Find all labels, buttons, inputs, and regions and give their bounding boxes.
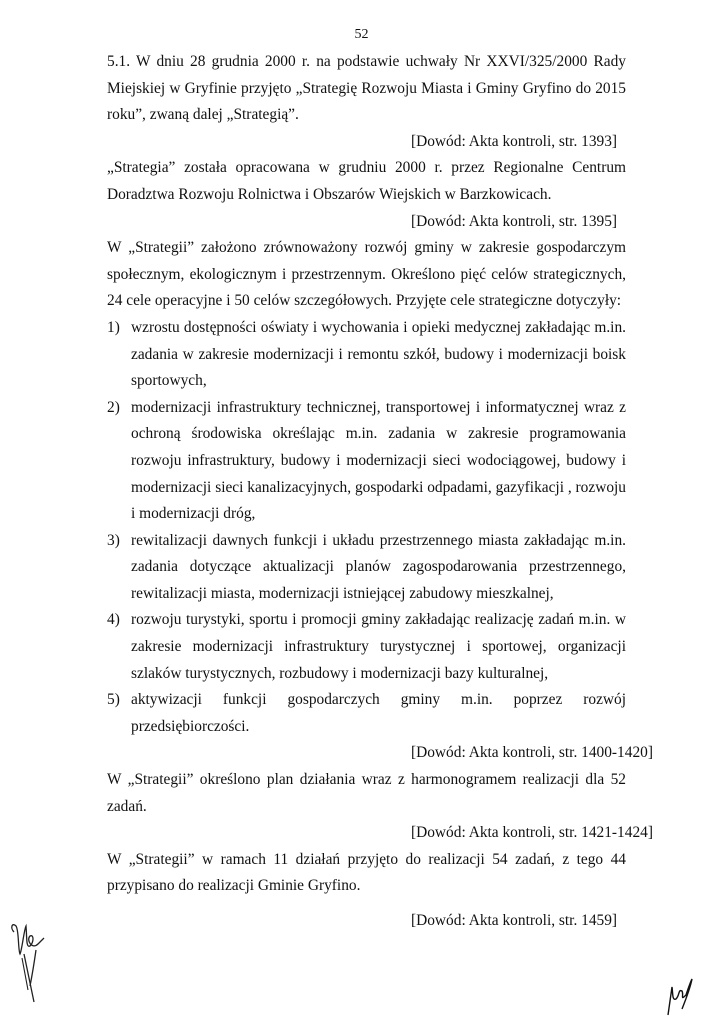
- list-item-text: rozwoju turystyki, sportu i promocji gminy zakładając realizację zadań m.in. w zakresie modernizacji infrastruktury turystycznej i sportowej, organizacji szlaków turystycznych, rozbudowy i modernizacji bazy kulturalnej,: [131, 611, 626, 682]
- list-item: [107, 528, 626, 608]
- evidence-reference: [Dowód: Akta kontroli, str. 1421-1424]: [411, 824, 653, 842]
- document-body: [107, 49, 653, 935]
- paragraph-strategy-goals: W „Strategii” założono zrównoważony rozwój gminy w zakresie gospodarczym społecznym, ekologicznym i przestrzennym. Określono pięć celów strategicznych, 24 cele operacyjne i 50 celów szczegółowych. Przyjęte cele strategiczne dotyczyły:: [107, 239, 626, 310]
- evidence-reference: [Dowód: Akta kontroli, str. 1400-1420]: [411, 744, 653, 762]
- paragraph-action-plan: W „Strategii” określono plan działania wraz z harmonogramem realizacji dla 52 zadań.: [107, 771, 626, 815]
- list-item-number: 5): [107, 691, 120, 709]
- paragraph-strategy-author: „Strategia” została opracowana w grudniu 2000 r. przez Regionalne Centrum Doradztwa Rozwoju Rolnictwa i Obszarów Wiejskich w Barzkowicach.: [107, 159, 626, 203]
- list-item-text: rewitalizacji dawnych funkcji i układu przestrzennego miasta zakładając m.in. zadania dotyczące aktualizacji planów zagospodarowania przestrzennego, rewitalizacji miasta, modernizacji istniejącej zabudowy mieszkalnej,: [131, 531, 626, 602]
- list-item: [107, 687, 626, 740]
- paragraph-strategy-adoption: 5.1. W dniu 28 grudnia 2000 r. na podstawie uchwały Nr XXVI/325/2000 Rady Miejskiej w Gryfinie przyjęto „Strategię Rozwoju Miasta i Gminy Gryfino do 2015 roku”, zwaną dalej „Strategią”.: [107, 53, 626, 124]
- list-item-text: modernizacji infrastruktury technicznej, transportowej i informatycznej wraz z ochroną środowiska określając m.in. zadania w zakresie programowania rozwoju infrastruktury, budowy i modernizacji sieci wodociągowej, budowy i modernizacji sieci kanalizacyjnych, gospodarki odpadami, gazyfikacji , rozwoju i modernizacji dróg,: [131, 398, 626, 523]
- evidence-reference: [Dowód: Akta kontroli, str. 1393]: [411, 132, 618, 150]
- list-item: [107, 395, 626, 528]
- list-item-text: aktywizacji funkcji gospodarczych gminy m.in. poprzez rozwój przedsiębiorczości.: [131, 691, 626, 735]
- page-number: 52: [354, 27, 369, 42]
- signature-icon: [660, 975, 700, 1023]
- list-item-number: 4): [107, 611, 120, 629]
- list-item-text: wzrostu dostępności oświaty i wychowania i opieki medycznej zakładając m.in. zadania w zakresie modernizacji i remontu szkół, budowy i modernizacji boisk sportowych,: [131, 318, 626, 390]
- evidence-reference: [Dowód: Akta kontroli, str. 1395]: [411, 212, 618, 230]
- list-item-number: 2): [107, 398, 120, 416]
- list-item-number: 1): [107, 318, 120, 336]
- strategic-goals-list: [107, 315, 626, 741]
- initials-signature-icon: [8, 920, 58, 1020]
- evidence-reference: [Dowód: Akta kontroli, str. 1459]: [411, 912, 618, 929]
- list-item: [107, 315, 626, 395]
- list-item: [107, 607, 626, 687]
- paragraph-tasks: W „Strategii” w ramach 11 działań przyjęto do realizacji 54 zadań, z tego 44 przypisano do realizacji Gminie Gryfino.: [107, 850, 626, 895]
- list-item-number: 3): [107, 531, 120, 549]
